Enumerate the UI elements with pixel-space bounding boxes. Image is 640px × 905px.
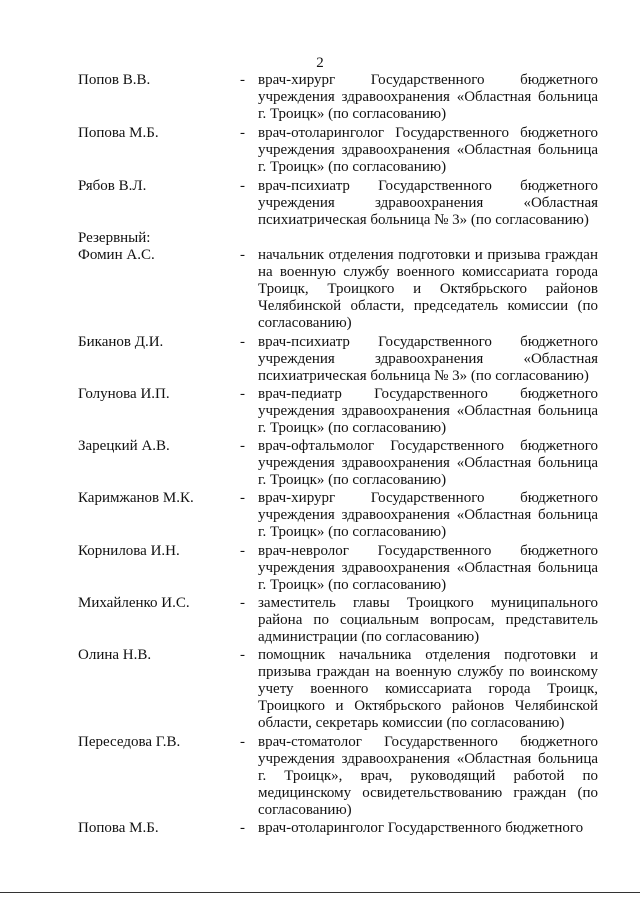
dash: -: [240, 490, 245, 506]
member-position: врач-психиатр Государственного бюджетного учреждения здравоохранения «Областная психиатрическая больница № 3» (по согласованию): [258, 334, 598, 384]
reserve-label: Резервный:: [78, 230, 151, 246]
dash: -: [240, 334, 245, 350]
member-position: врач-отоларинголог Государственного бюджетного учреждения здравоохранения «Областная больница г. Троицк» (по согласованию): [258, 125, 598, 175]
member-position: врач-хирург Государственного бюджетного учреждения здравоохранения «Областная больница г. Троицк» (по согласованию): [258, 490, 598, 540]
member-name: Переседова Г.В.: [78, 734, 181, 750]
member-name: Попова М.Б.: [78, 125, 159, 141]
member-position: помощник начальника отделения подготовки и призыва граждан на военную службу по воинскому учету военного комиссариата города Троицк, Троицкого и Октябрьского районов Челябинской области, секретарь комиссии (по согласованию): [258, 647, 598, 731]
member-name: Биканов Д.И.: [78, 334, 164, 350]
dash: -: [240, 72, 245, 88]
member-position: врач-отоларинголог Государственного бюджетного: [258, 820, 584, 836]
dash: -: [240, 820, 245, 836]
member-position: начальник отделения подготовки и призыва граждан на военную службу военного комиссариата города Троицк, Троицкого и Октябрьского районов Челябинской области, председатель комиссии (по согласованию): [258, 247, 598, 331]
member-position: врач-педиатр Государственного бюджетного учреждения здравоохранения «Областная больница г. Троицк» (по согласованию): [258, 386, 598, 436]
page-number: 2: [316, 55, 324, 71]
member-position: врач-офтальмолог Государственного бюджетного учреждения здравоохранения «Областная больница г. Троицк» (по согласованию): [258, 438, 598, 488]
dash: -: [240, 543, 245, 559]
member-name: Корнилова И.Н.: [78, 543, 180, 559]
member-name: Попова М.Б.: [78, 820, 159, 836]
member-name: Голунова И.П.: [78, 386, 170, 402]
dash: -: [240, 247, 245, 263]
member-position: врач-хирург Государственного бюджетного учреждения здравоохранения «Областная больница г. Троицк» (по согласованию): [258, 72, 598, 122]
member-position: врач-психиатр Государственного бюджетного учреждения здравоохранения «Областная психиатрическая больница № 3» (по согласованию): [258, 178, 598, 228]
page-bottom-rule: [0, 892, 640, 893]
dash: -: [240, 438, 245, 454]
dash: -: [240, 734, 245, 750]
member-name: Рябов В.Л.: [78, 178, 147, 194]
dash: -: [240, 125, 245, 141]
dash: -: [240, 178, 245, 194]
member-name: Фомин А.С.: [78, 247, 155, 263]
dash: -: [240, 595, 245, 611]
member-position: врач-стоматолог Государственного бюджетного учреждения здравоохранения «Областная больница г. Троицк», врач, руководящий работой по медицинскому освидетельствованию граждан (по согласованию): [258, 734, 598, 818]
member-position: врач-невролог Государственного бюджетного учреждения здравоохранения «Областная больница г. Троицк» (по согласованию): [258, 543, 598, 593]
member-name: Михайленко И.С.: [78, 595, 190, 611]
member-name: Попов В.В.: [78, 72, 151, 88]
dash: -: [240, 647, 245, 663]
member-name: Каримжанов М.К.: [78, 490, 194, 506]
member-position: заместитель главы Троицкого муниципального района по социальным вопросам, представитель администрации (по согласованию): [258, 595, 598, 645]
member-name: Олина Н.В.: [78, 647, 152, 663]
dash: -: [240, 386, 245, 402]
member-name: Зарецкий А.В.: [78, 438, 170, 454]
